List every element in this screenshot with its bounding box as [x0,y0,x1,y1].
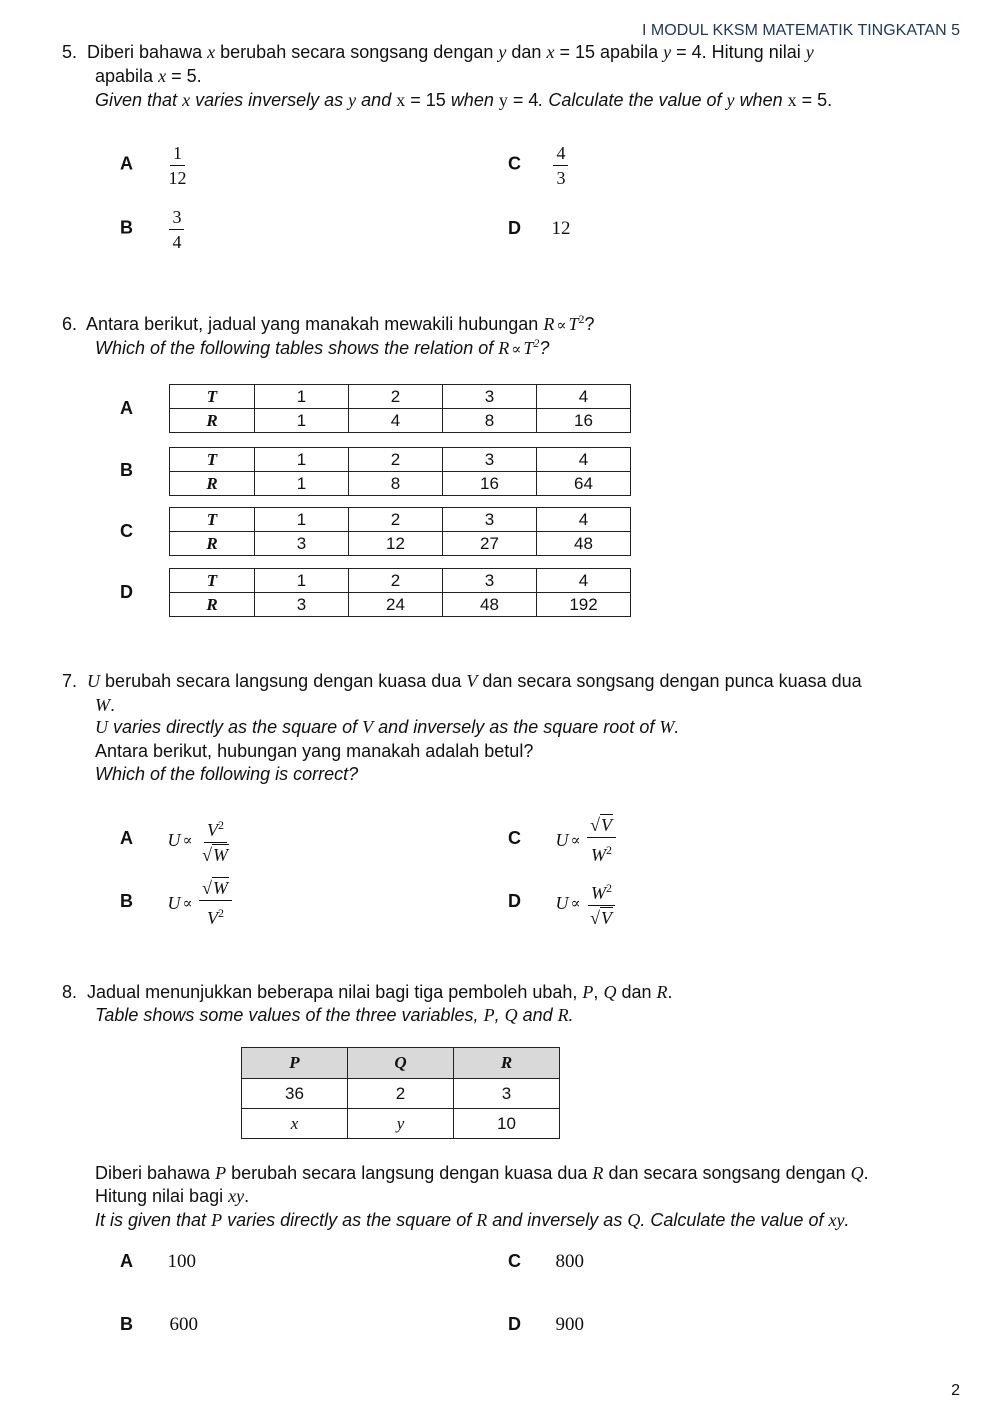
q8-number: 8. [62,982,78,1002]
q6-option-d-table[interactable]: T 1 2 3 4 R 3 24 48 192 [169,568,631,617]
q5-stem-english: Given that x varies inversely as y and x = 15 when y = 4. Calculate the value of y when x = 5. [95,90,833,110]
q7-option-c[interactable]: C U ∝ $\frac{√V}{W^2}$ [508,815,616,865]
q5-option-b[interactable]: B $\frac{3}{4}$ [120,207,184,252]
q8-option-c[interactable]: C 800 [508,1251,584,1272]
q8-stem-malay: 8. Jadual menunjukkan beberapa nilai bagi tiga pemboleh ubah, P, Q dan R. [62,982,673,1002]
q8-stem-english: Table shows some values of the three variables, P, Q and R. [95,1005,574,1025]
page-number: 2 [951,1382,960,1399]
q8-option-a[interactable]: A 100 [120,1251,196,1272]
q5-option-a[interactable]: A $\frac{1}{12}$ [120,143,187,188]
q8-condition-malay-line1: Diberi bahawa P berubah secara langsung dengan kuasa dua R dan secara songsang dengan Q. [95,1163,869,1183]
q6-stem-english: Which of the following tables shows the relation of $R \propto T^2$? [95,336,550,358]
q6-option-a-label[interactable]: A [120,398,133,418]
q7-option-b[interactable]: B U ∝ $\frac{√W}{V^2}$ [120,878,232,928]
q8-condition-english: It is given that P varies directly as the square of R and inversely as Q. Calculate the value of xy. [95,1210,850,1230]
q5-option-d[interactable]: D 12 [508,218,571,239]
q7-question-english: Which of the following is correct? [95,764,359,784]
q6-option-d-label[interactable]: D [120,582,133,602]
q5-number: 5. [62,42,78,62]
q8-values-table: P Q R 36 2 3 x y 10 [241,1047,560,1139]
q6-option-b-table[interactable]: T 1 2 3 4 R 1 8 16 64 [169,447,631,496]
q7-stem-english: U varies directly as the square of V and inversely as the square root of W. [95,717,680,737]
q7-option-d[interactable]: D U ∝ $\frac{W^2}{√V}$ [508,878,616,928]
q5-option-c[interactable]: C $\frac{4}{3}$ [508,143,568,188]
q7-stem-malay-line1: 7. U berubah secara langsung dengan kuasa dua V dan secara songsang dengan punca kuasa dua [62,671,862,691]
q6-number: 6. [62,314,78,334]
q6-option-c-table[interactable]: T 1 2 3 4 R 3 12 27 48 [169,507,631,556]
q5-stem-malay-line2: apabila x = 5. [95,66,202,86]
q7-number: 7. [62,671,78,691]
q5-stem-malay-line1: 5. Diberi bahawa x berubah secara songsang dengan y dan x = 15 apabila y = 4. Hitung nilai y [62,42,814,62]
q7-question-malay: Antara berikut, hubungan yang manakah adalah betul? [95,741,534,761]
q8-option-d[interactable]: D 900 [508,1314,584,1335]
q6-stem-malay: 6. Antara berikut, jadual yang manakah mewakili hubungan $R \propto T^2$? [62,312,595,334]
q7-stem-malay-line2: W. [95,695,116,715]
q7-option-a[interactable]: A U ∝ $\frac{V^2}{√W}$ [120,815,232,865]
q6-option-a-table[interactable]: T 1 2 3 4 R 1 4 8 16 [169,384,631,433]
q8-option-b[interactable]: B 600 [120,1314,198,1335]
module-header: I MODUL KKSM MATEMATIK TINGKATAN 5 [642,22,960,39]
q8-condition-malay-line2: Hitung nilai bagi xy. [95,1186,250,1206]
q6-option-c-label[interactable]: C [120,521,133,541]
q6-option-b-label[interactable]: B [120,460,133,480]
